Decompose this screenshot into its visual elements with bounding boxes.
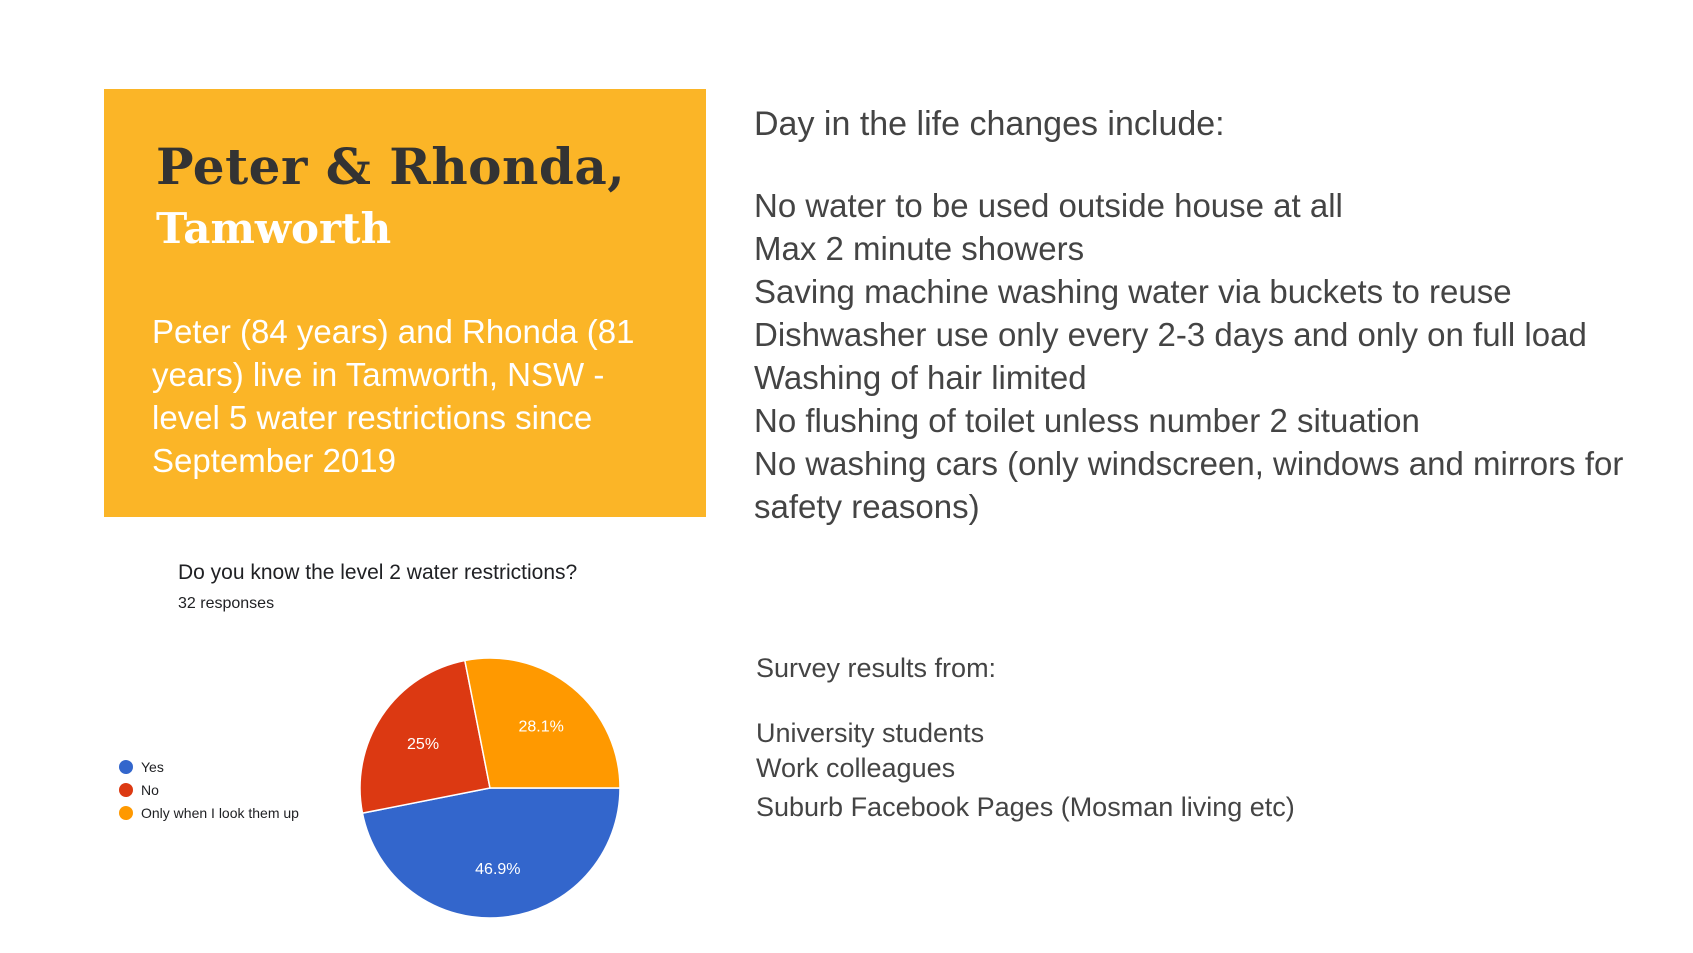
legend-item-only-when (119, 801, 299, 824)
profile-card (104, 89, 706, 517)
legend-item-yes (119, 755, 299, 778)
survey-heading: Survey results from: (756, 653, 997, 683)
changes-heading: Day in the life changes include: (754, 105, 1225, 143)
legend-item-no (119, 778, 299, 801)
chart-title: Do you know the level 2 water restrictions? (178, 561, 578, 584)
legend-dot-no (119, 783, 133, 797)
changes-item: No water to be used outside house at all (754, 187, 1343, 224)
survey-item: Work colleagues (756, 753, 956, 783)
pie-label-only-when: 28.1% (518, 718, 564, 736)
changes-item: Dishwasher use only every 2-3 days and only on full load (754, 316, 1587, 353)
survey-list (756, 716, 1456, 825)
card-body: Peter (84 years) and Rhonda (81 years) live in Tamworth, NSW - level 5 water restrictions since September 2019 (152, 313, 635, 479)
card-subtitle: Tamworth (156, 204, 392, 253)
survey-item: Suburb Facebook Pages (Mosman living etc) (756, 792, 1295, 822)
pie-label-yes: 46.9% (475, 861, 521, 879)
changes-item: No flushing of toilet unless number 2 situation (754, 402, 1420, 439)
legend-dot-only-when (119, 806, 133, 820)
changes-item: Saving machine washing water via buckets to reuse (754, 273, 1512, 310)
legend-label-no: No (141, 781, 159, 798)
pie-label-no: 25% (407, 736, 440, 754)
legend-dot-yes (119, 760, 133, 774)
changes-list (754, 184, 1674, 528)
survey-item: University students (756, 718, 985, 748)
changes-item: No washing cars (only windscreen, windows and mirrors for safety reasons) (754, 445, 1624, 525)
pie-chart (355, 653, 625, 923)
legend-label-yes: Yes (141, 758, 164, 775)
changes-item: Washing of hair limited (754, 359, 1087, 396)
changes-item: Max 2 minute showers (754, 230, 1085, 267)
chart-legend (119, 755, 299, 824)
changes-section (754, 100, 1674, 528)
survey-section (756, 650, 1456, 825)
card-title: Peter & Rhonda, (156, 137, 626, 196)
legend-label-only-when: Only when I look them up (141, 804, 299, 821)
chart-subtitle: 32 responses (178, 595, 275, 612)
pie-slice-yes (362, 788, 620, 918)
